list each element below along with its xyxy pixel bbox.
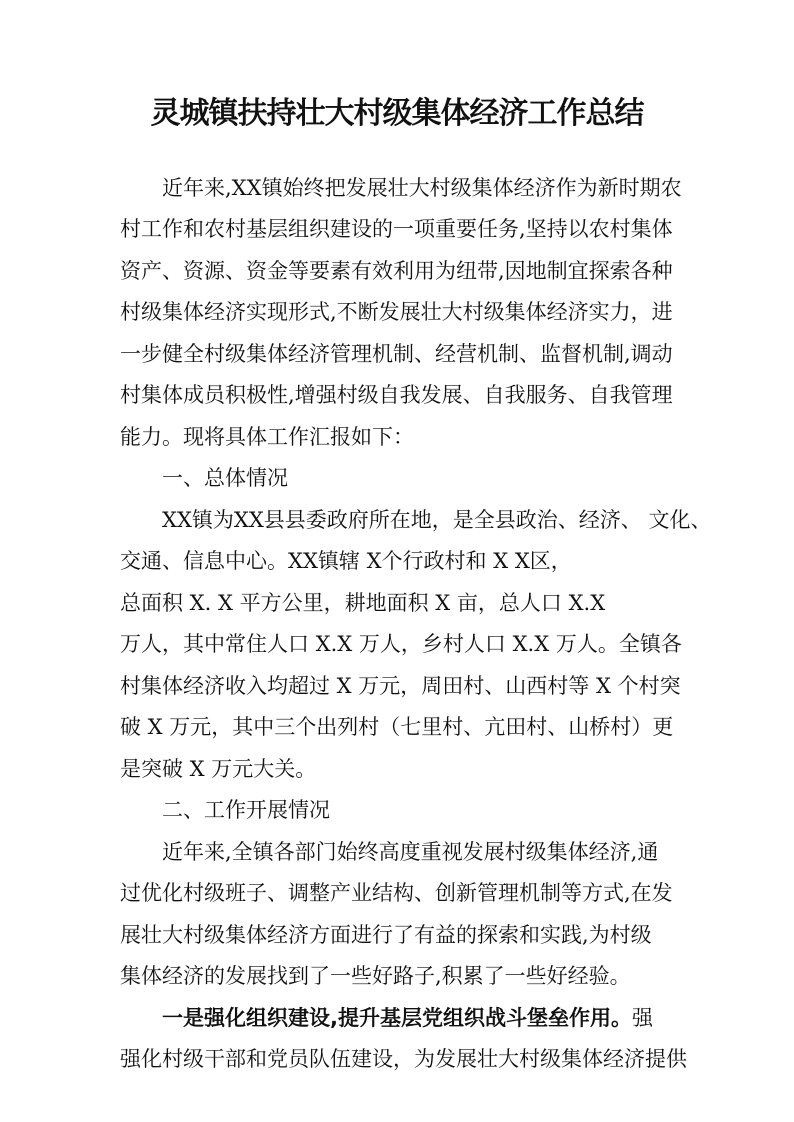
paragraph-line: 村工作和农村基层组织建设的一项重要任务,坚持以农村集体 (120, 217, 673, 241)
paragraph-line: 资产、资源、资金等要素有效利用为纽带,因地制宜探索各种 (120, 259, 673, 283)
paragraph-line: 近年来,XX镇始终把发展壮大村级集体经济作为新时期农 (162, 176, 682, 200)
document-title: 灵城镇扶持壮大村级集体经济工作总结 (150, 96, 644, 131)
paragraph-line: 村级集体经济实现形式,不断发展壮大村级集体经济实力，进 (120, 300, 673, 324)
paragraph-line: 集体经济的发展找到了一些好路子,积累了一些好经验。 (120, 964, 631, 988)
paragraph-line: 能力。现将具体工作汇报如下： (120, 425, 414, 449)
paragraph-line: 展壮大村级集体经济方面进行了有益的探索和实践,为村级 (120, 923, 652, 947)
bold-heading: 一是强化组织建设,提升基层党组织战斗堡垒作用。 (162, 1006, 632, 1030)
paragraph-line: 强化村级干部和党员队伍建设，为发展壮大村级集体经济提供 (120, 1047, 687, 1071)
paragraph-line: 万人，其中常住人口 X.X 万人，乡村人口 X.X 万人。全镇各 (120, 632, 682, 656)
paragraph-line: 破 X 万元，其中三个出列村（七里村、亢田村、山桥村）更 (120, 715, 674, 739)
section-heading: 二、工作开展情况 (162, 798, 330, 822)
paragraph-line: 过优化村级班子、调整产业结构、创新管理机制等方式,在发 (120, 881, 673, 905)
paragraph-line: 是突破 X 万元大关。 (120, 757, 317, 781)
bold-heading-tail: 强 (631, 1006, 653, 1030)
paragraph-line: 交通、信息中心。XX镇辖 X个行政村和 X X区， (120, 549, 572, 573)
paragraph-line: 一步健全村级集体经济管理机制、经营机制、监督机制,调动 (120, 342, 673, 366)
section-heading: 一、总体情况 (162, 466, 288, 490)
paragraph-line: 总面积 X. X 平方公里，耕地面积 X 亩，总人口 X.X (120, 591, 606, 615)
paragraph-line: 近年来,全镇各部门始终高度重视发展村级集体经济,通 (162, 840, 659, 864)
paragraph-line: XX镇为XX县县委政府所在地，是全县政治、经济、 文化、 (162, 508, 712, 532)
paragraph-line: 村集体经济收入均超过 X 万元，周田村、山西村等 X 个村突 (120, 674, 681, 698)
bold-heading-line (162, 1003, 653, 1033)
paragraph-line: 村集体成员积极性,增强村级自我发展、自我服务、自我管理 (120, 383, 673, 407)
